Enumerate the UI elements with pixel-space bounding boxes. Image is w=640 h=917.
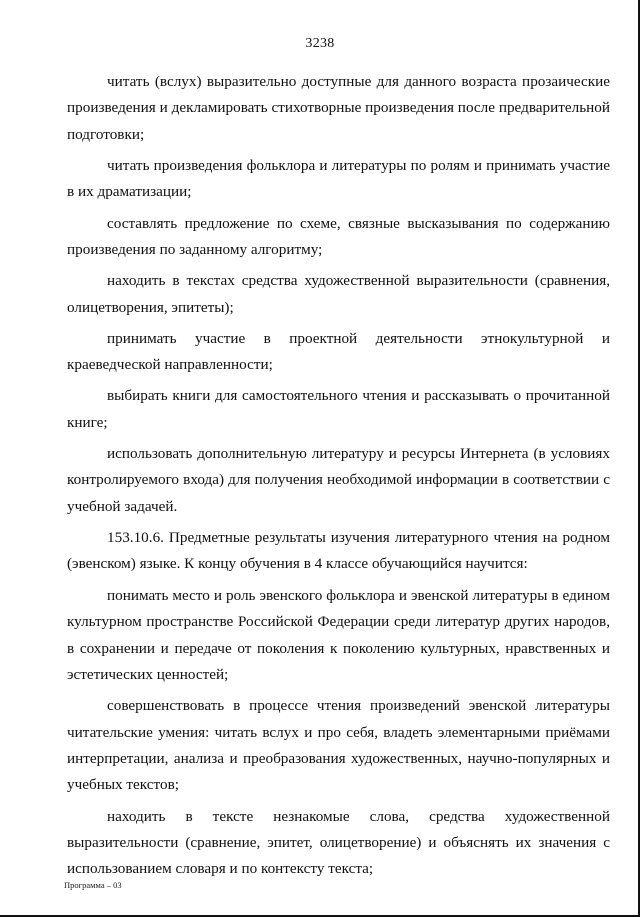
paragraph: использовать дополнительную литературу и ресурсы Интернета (в условиях контролируемого входа) для получения необходимой информации в соответствии с учебной задачей. bbox=[67, 445, 610, 515]
paragraph: выбирать книги для самостоятельного чтения и рассказывать о прочитанной книге; bbox=[67, 387, 610, 431]
paragraph: совершенствовать в процессе чтения произведений эвенской литературы читательские умения: читать вслух и про себя, владеть элементарными приёмами интерпретации, анализа и преобразования художественных, научно-популярных и учебных текстов; bbox=[67, 697, 610, 794]
paragraph: находить в текстах средства художественной выразительности (сравнения, олицетворения, эпитеты); bbox=[67, 272, 610, 316]
page-number: 3238 bbox=[305, 36, 335, 51]
paragraph: находить в тексте незнакомые слова, средства художественной выразительности (сравнение, эпитет, олицетворение) и объяснять их значения с использованием словаря и по контексту текста; bbox=[67, 807, 610, 878]
paragraph: читать произведения фольклора и литературы по ролям и принимать участие в их драматизации; bbox=[67, 157, 610, 201]
paragraph: читать (вслух) выразительно доступные для данного возраста прозаические произведения и декламировать стихотворные произведения после предварительной подготовки; bbox=[67, 73, 610, 143]
page-footer: Программа – 03 bbox=[64, 880, 122, 890]
paragraph: понимать место и роль эвенского фольклора и эвенской литературы в едином культурном пространстве Российской Федерации среди литератур других народов, в сохранении и передаче от поколения к поколению культурных, нравственных и эстетических ценностей; bbox=[67, 586, 610, 683]
section-heading-paragraph: 153.10.6. Предметные результаты изучения литературного чтения на родном (эвенском) языке. К концу обучения в 4 классе обучающийся научится: bbox=[67, 529, 610, 573]
paragraph: составлять предложение по схеме, связные высказывания по содержанию произведения по заданному алгоритму; bbox=[67, 214, 610, 259]
body-text bbox=[67, 69, 610, 883]
paragraph: принимать участие в проектной деятельности этнокультурной и краеведческой направленности; bbox=[67, 329, 610, 374]
